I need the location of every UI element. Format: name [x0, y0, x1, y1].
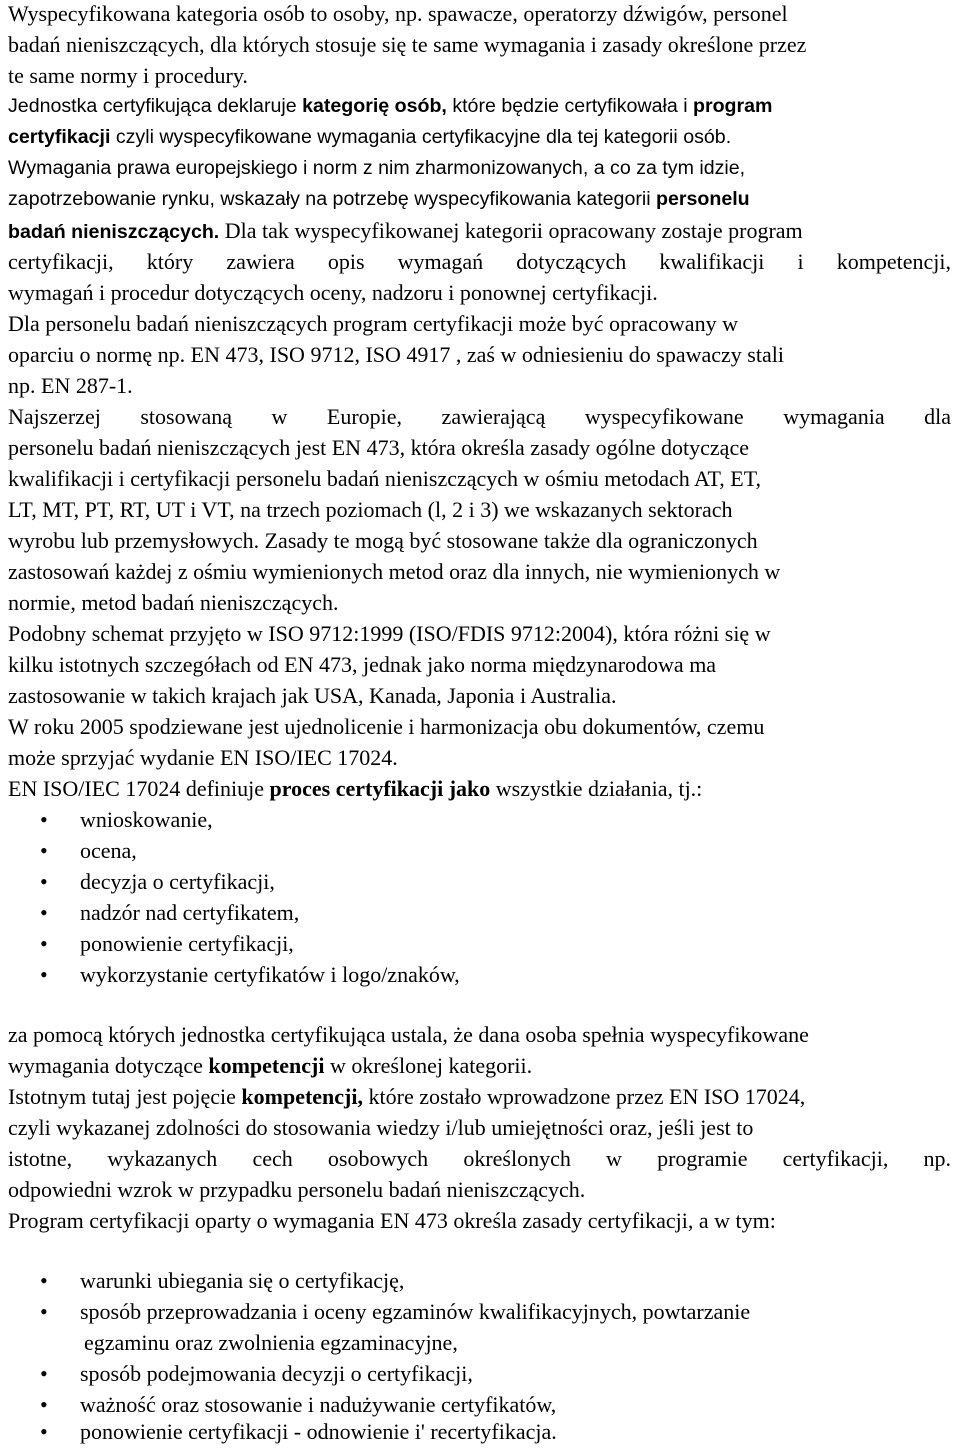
paragraph-6-line-2: może sprzyjać wydanie EN ISO/IEC 17024.	[8, 745, 398, 770]
paragraph-9-line-1	[8, 1081, 805, 1112]
bullet-icon: •	[40, 807, 48, 832]
paragraph-8-line-1: za pomocą których jednostka certyfikująca ustala, że dana osoba spełnia wyspecyfikowane	[8, 1022, 809, 1047]
list-item-text: warunki ubiegania się o certyfikację,	[80, 1268, 405, 1293]
bold-term: kategorię osób,	[302, 95, 447, 117]
text-span: które zostało wprowadzone przez EN ISO 17024,	[363, 1084, 806, 1109]
bullet-icon: •	[40, 869, 48, 894]
bold-term: personelu	[656, 188, 750, 210]
list-item-text-continuation: egzaminu oraz zwolnienia egzaminacyjne,	[84, 1330, 458, 1355]
paragraph-4-line-2: personelu badań nieniszczących jest EN 473, która określa zasady ogólne dotyczące	[8, 435, 749, 460]
list-item-text: ocena,	[80, 838, 137, 863]
paragraph-5-line-3: zastosowanie w takich krajach jak USA, Kanada, Japonia i Australia.	[8, 683, 617, 708]
list-item-text: sposób przeprowadzania i oceny egzaminów kwalifikacyjnych, powtarzanie	[80, 1299, 751, 1324]
bullet-icon: •	[40, 1268, 48, 1293]
paragraph-2-line-4	[8, 184, 750, 215]
bold-term: proces certyfikacji jako	[269, 776, 491, 801]
list-item-text: wnioskowanie,	[80, 807, 213, 832]
list-item-text: ponowienie certyfikacji - odnowienie i' recertyfikacja.	[80, 1419, 557, 1444]
paragraph-7-line-1	[8, 773, 702, 804]
bold-term: certyfikacji	[8, 126, 111, 148]
text-span: Istotnym tutaj jest pojęcie	[8, 1084, 242, 1109]
paragraph-4-line-3: kwalifikacji i certyfikacji personelu badań nieniszczących w ośmiu metodach AT, ET,	[8, 466, 762, 491]
text-span: wszystkie działania, tj.:	[490, 776, 703, 801]
paragraph-5-line-1: Podobny schemat przyjęto w ISO 9712:1999 (ISO/FDIS 9712:2004), która różni się w	[8, 621, 771, 646]
list-item-text: sposób podejmowania decyzji o certyfikacji,	[80, 1361, 473, 1386]
paragraph-4-line-5: wyrobu lub przemysłowych. Zasady te mogą być stosowane także dla ograniczonych	[8, 528, 758, 553]
text-span: Jednostka certyfikująca deklaruje	[8, 95, 303, 117]
bold-term: kompetencji,	[241, 1084, 363, 1109]
text-span: zapotrzebowanie rynku, wskazały na potrzebę wyspecyfikowania kategorii	[8, 188, 657, 210]
bold-term: badań nieniszczących.	[8, 221, 220, 243]
paragraph-2-line-7: wymagań i procedur dotyczących oceny, nadzoru i ponownej certyfikacji.	[8, 280, 658, 305]
list-item-text: ponowienie certyfikacji,	[80, 931, 294, 956]
paragraph-9-line-3: istotne, wykazanych cech osobowych określonych w programie certyfikacji, np.	[8, 1146, 951, 1171]
paragraph-1-line-2: badań nieniszczących, dla których stosuje się te same wymagania i zasady określone przez	[8, 32, 807, 57]
paragraph-3-line-2: oparciu o normę np. EN 473, ISO 9712, ISO 4917 , zaś w odniesieniu do spawaczy stali	[8, 342, 784, 367]
paragraph-8-line-2	[8, 1050, 532, 1081]
text-span: które będzie certyfikowała i	[446, 95, 693, 117]
paragraph-5-line-2: kilku istotnych szczegółach od EN 473, jednak jako norma międzynarodowa ma	[8, 652, 717, 677]
bullet-icon: •	[40, 1299, 48, 1324]
paragraph-1-line-1: Wyspecyfikowana kategoria osób to osoby, np. spawacze, operatorzy dźwigów, personel	[8, 1, 788, 26]
paragraph-4-line-4: LT, MT, PT, RT, UT i VT, na trzech poziomach (l, 2 i 3) we wskazanych sektorach	[8, 497, 733, 522]
paragraph-10-line-1: Program certyfikacji oparty o wymagania EN 473 określa zasady certyfikacji, a w tym:	[8, 1208, 776, 1233]
bold-term: program	[693, 95, 773, 117]
paragraph-4-line-7: normie, metod badań nieniszczących.	[8, 590, 339, 615]
paragraph-6-line-1: W roku 2005 spodziewane jest ujednolicenie i harmonizacja obu dokumentów, czemu	[8, 714, 765, 739]
paragraph-2-line-2	[8, 122, 731, 153]
bullet-icon: •	[40, 962, 48, 987]
list-item-text: nadzór nad certyfikatem,	[80, 900, 300, 925]
paragraph-2-line-5	[8, 215, 803, 248]
bullet-icon: •	[40, 931, 48, 956]
bullet-icon: •	[40, 838, 48, 863]
bullet-icon: •	[40, 1419, 48, 1444]
paragraph-2-line-1	[8, 91, 772, 122]
paragraph-9-line-4: odpowiedni wzrok w przypadku personelu badań nieniszczących.	[8, 1177, 586, 1202]
bullet-icon: •	[40, 900, 48, 925]
text-span: wymagania dotyczące	[8, 1053, 209, 1078]
paragraph-4-line-1: Najszerzej stosowaną w Europie, zawierającą wyspecyfikowane wymagania dla	[8, 404, 951, 429]
text-span: czyli wyspecyfikowane wymagania certyfikacyjne dla tej kategorii osób.	[110, 126, 732, 148]
text-span: Dla tak wyspecyfikowanej kategorii opracowany zostaje program	[219, 218, 803, 243]
list-item-text: ważność oraz stosowanie i nadużywanie certyfikatów,	[80, 1392, 557, 1417]
list-item-text: wykorzystanie certyfikatów i logo/znaków,	[80, 962, 460, 987]
paragraph-4-line-6: zastosowań każdej z ośmiu wymienionych metod oraz dla innych, nie wymienionych w	[8, 559, 781, 584]
bullet-icon: •	[40, 1392, 48, 1417]
paragraph-9-line-2: czyli wykazanej zdolności do stosowania wiedzy i/lub umiejętności oraz, jeśli jest to	[8, 1115, 754, 1140]
paragraph-1-line-3: te same normy i procedury.	[8, 63, 248, 88]
bold-term: kompetencji	[208, 1053, 325, 1078]
paragraph-3-line-1: Dla personelu badań nieniszczących program certyfikacji może być opracowany w	[8, 311, 738, 336]
text-span: EN ISO/IEC 17024 definiuje	[8, 776, 270, 801]
paragraph-3-line-3: np. EN 287-1.	[8, 373, 133, 398]
list-item-text: decyzja o certyfikacji,	[80, 869, 275, 894]
paragraph-2-line-6: certyfikacji, który zawiera opis wymagań dotyczących kwalifikacji i kompetencji,	[8, 249, 951, 274]
bullet-icon: •	[40, 1361, 48, 1386]
paragraph-2-line-3: Wymagania prawa europejskiego i norm z nim zharmonizowanych, a co za tym idzie,	[8, 157, 746, 179]
text-span: w określonej kategorii.	[324, 1053, 533, 1078]
